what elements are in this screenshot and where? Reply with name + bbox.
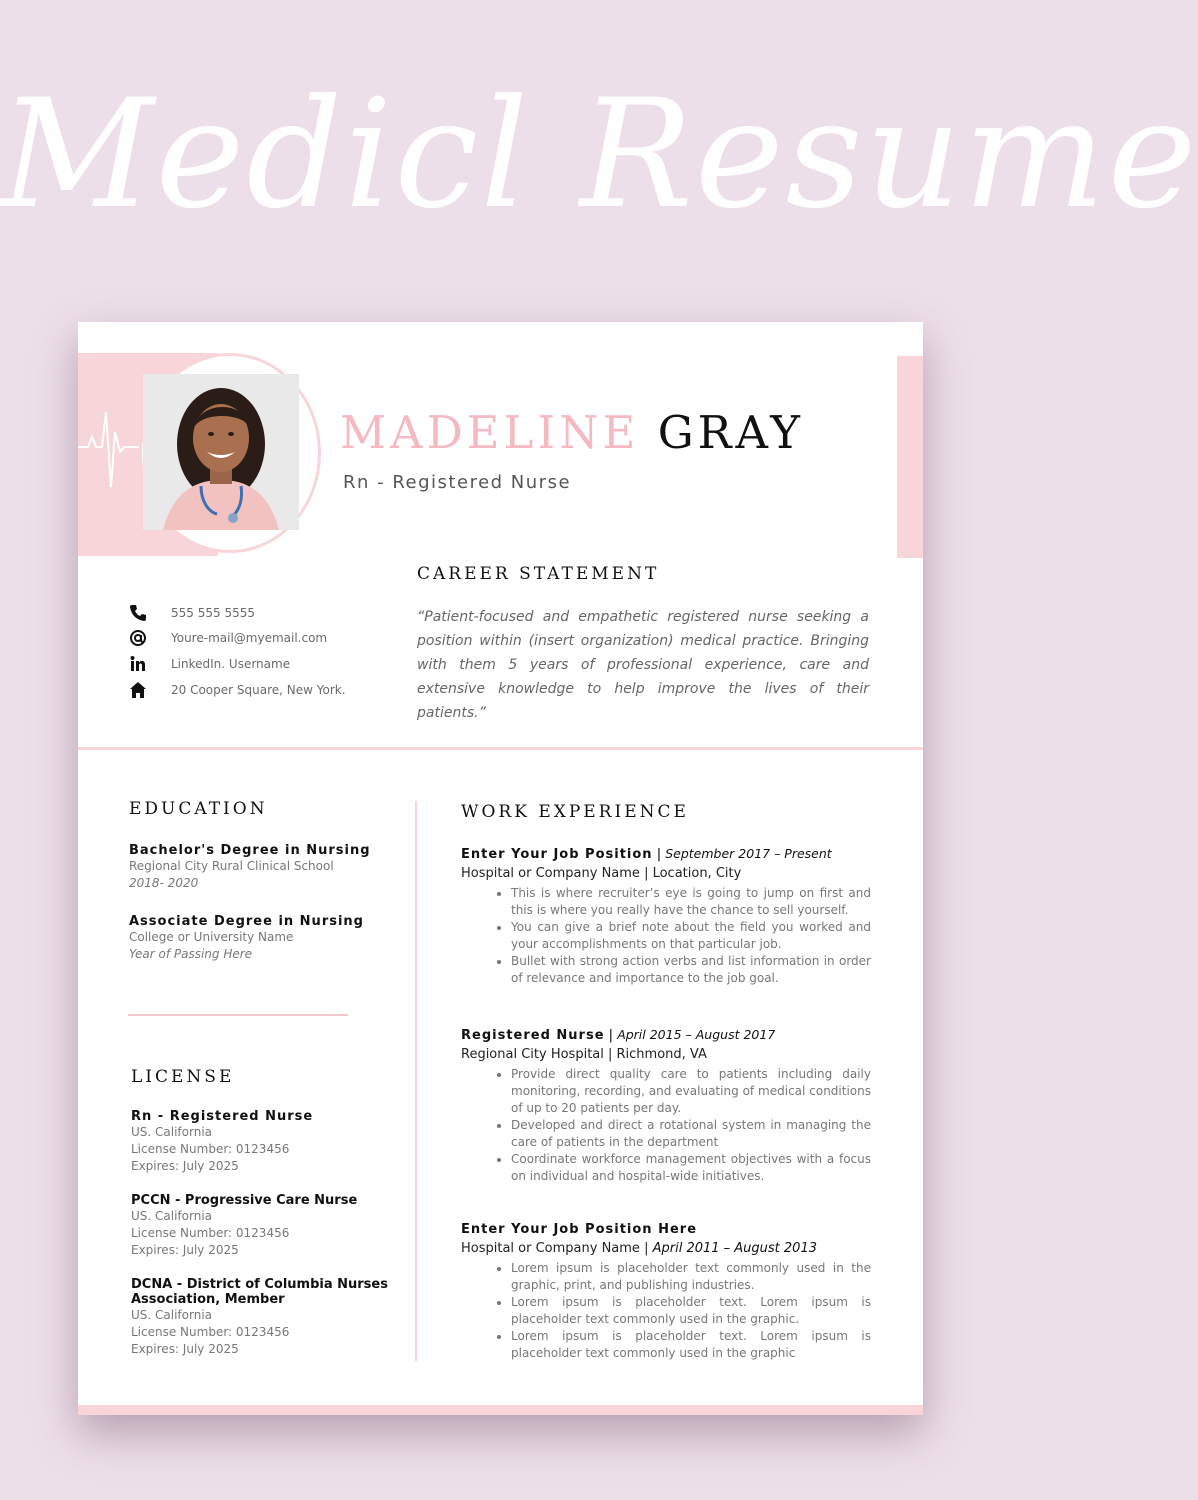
contact-email (128, 628, 368, 648)
license-title: PCCN - Progressive Care Nurse (131, 1193, 358, 1208)
phone-icon (128, 603, 148, 623)
profile-photo (143, 374, 299, 530)
job-title: Enter Your Job Position (461, 847, 653, 862)
license-expiry: Expires: July 2025 (131, 1159, 239, 1173)
education-years: 2018- 2020 (129, 876, 199, 890)
license-item (131, 1277, 411, 1358)
job-title: Registered Nurse (461, 1028, 605, 1043)
contact-text: LinkedIn. Username (171, 657, 291, 671)
job-dates: September 2017 – Present (665, 846, 832, 861)
job-role: Rn - Registered Nurse (343, 472, 572, 493)
job-dates: April 2011 – August 2013 (652, 1241, 817, 1256)
license-number: License Number: 0123456 (131, 1142, 290, 1156)
contact-text: 20 Cooper Square, New York. (171, 683, 346, 697)
job-dates: April 2015 – August 2017 (617, 1027, 776, 1042)
job-bullets (461, 1066, 871, 1185)
column-divider (415, 801, 417, 1361)
banner-title: Medicl Resume (0, 68, 1198, 242)
job-organization: Hospital or Company Name | (461, 1241, 649, 1256)
last-name: GRAY (657, 406, 804, 459)
work-experience-heading: WORK EXPERIENCE (461, 802, 689, 822)
license-item (131, 1193, 411, 1259)
license-state: US. California (131, 1209, 213, 1223)
header-accent-right (897, 356, 923, 558)
license-number: License Number: 0123456 (131, 1226, 290, 1240)
education-item (129, 914, 409, 963)
job-entry (461, 1220, 871, 1362)
license-expiry: Expires: July 2025 (131, 1243, 239, 1257)
license-item (131, 1109, 411, 1175)
career-statement-text: “Patient-focused and empathetic registered nurse seeking a position within (insert organization) medical practice. Bringing with them 5 years of professional experience, care and extensive knowledge to help improve the lives of their patients.” (417, 609, 869, 721)
contact-linkedin (128, 654, 368, 674)
degree-title: Associate Degree in Nursing (129, 914, 364, 929)
job-title: Enter Your Job Position Here (461, 1222, 698, 1237)
job-bullet: • You can give a brief note about the field you worked and your accomplishments on that particular job. (511, 919, 871, 953)
license-title: Rn - Registered Nurse (131, 1109, 314, 1124)
at-icon (128, 628, 148, 648)
job-organization: Hospital or Company Name | Location, City (461, 866, 742, 881)
resume-page (78, 322, 923, 1415)
section-divider (78, 747, 923, 750)
license-title: DCNA - District of Columbia Nurses (131, 1277, 388, 1292)
degree-title: Bachelor's Degree in Nursing (129, 843, 371, 858)
contact-text: Youre-mail@myemail.com (171, 631, 328, 645)
job-bullet: • Lorem ipsum is placeholder text commonly used in the graphic, print, and publishing industries. (511, 1260, 871, 1294)
education-item (129, 843, 409, 892)
job-bullet: • Developed and direct a rotational system in managing the care of patients in the department (511, 1117, 871, 1151)
first-name: MADELINE (340, 406, 640, 459)
contact-text: 555 555 5555 (171, 606, 255, 620)
license-title-continued: Association, Member (131, 1292, 285, 1307)
job-bullet: • Bullet with strong action verbs and list information in order of relevance and importance to the job goal. (511, 953, 871, 987)
contact-phone (128, 603, 368, 623)
job-bullet: • This is where recruiter’s eye is going to jump on first and this is where you really have the chance to sell yourself. (511, 885, 871, 919)
job-bullets (461, 1260, 871, 1362)
license-state: US. California (131, 1125, 213, 1139)
job-bullet: • Provide direct quality care to patients including daily monitoring, recording, and evaluating of medical conditions of up to 20 patients per day. (511, 1066, 871, 1117)
linkedin-icon (128, 654, 148, 674)
footer-accent (78, 1405, 923, 1415)
home-icon (128, 680, 148, 700)
license-state: US. California (131, 1308, 213, 1322)
job-organization: Regional City Hospital | Richmond, VA (461, 1047, 707, 1062)
left-divider (128, 1014, 348, 1016)
education-years: Year of Passing Here (129, 947, 253, 961)
job-bullets (461, 885, 871, 987)
job-entry: Enter Your Job Position | September 2017 – Present Hospital or Company Name | Location, City • This is where recruiter’s eye is going to jump on first and this is where you really have the chance to sell yourself. • You can give a brief note about the field you worked and your accomplishments on that particular job. • Bullet with strong action verbs and list information in order of relevance and importance to the job goal. (461, 844, 871, 987)
license-expiry: Expires: July 2025 (131, 1342, 239, 1356)
job-bullet: • Coordinate workforce management objectives with a focus on individual and hospital-wide initiatives. (511, 1151, 871, 1185)
job-entry: Registered Nurse | April 2015 – August 2017 Regional City Hospital | Richmond, VA • Provide direct quality care to patients including daily monitoring, recording, and evaluating of medical conditions of up to 20 patients per day. • Developed and direct a rotational system in managing the care of patients in the department • Coordinate workforce management objectives with a focus on individual and hospital-wide initiatives. (461, 1025, 871, 1185)
job-bullet: • Lorem ipsum is placeholder text. Lorem ipsum is placeholder text commonly used in the graphic (511, 1328, 871, 1362)
school-name: Regional City Rural Clinical School (129, 859, 334, 873)
license-heading: LICENSE (131, 1067, 235, 1087)
career-statement-heading: CAREER STATEMENT (417, 564, 660, 584)
full-name (340, 406, 804, 459)
school-name: College or University Name (129, 930, 294, 944)
license-number: License Number: 0123456 (131, 1325, 290, 1339)
job-bullet: • Lorem ipsum is placeholder text. Lorem ipsum is placeholder text commonly used in the graphic. (511, 1294, 871, 1328)
contact-address (128, 680, 368, 700)
education-heading: EDUCATION (129, 799, 268, 819)
